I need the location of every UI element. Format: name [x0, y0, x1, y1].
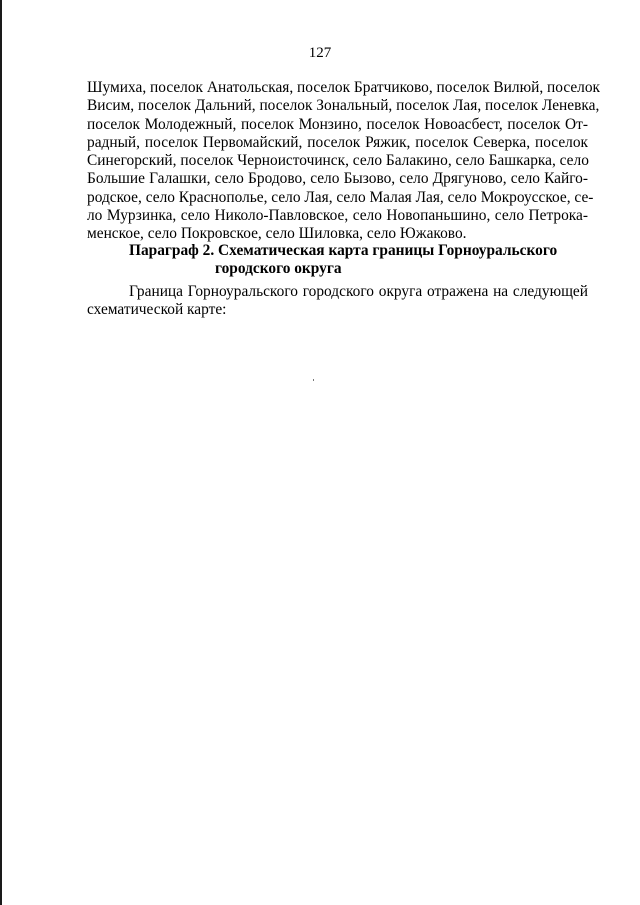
text-line: родское, село Краснополье, село Лая, село Малая Лая, село Мокроусское, се- — [87, 188, 594, 206]
section-heading-line-2: городского округа — [215, 260, 342, 278]
text-line: Висим, поселок Дальний, поселок Зональный, поселок Лая, поселок Леневка, — [87, 97, 600, 115]
section-heading — [87, 242, 588, 279]
map-intro-paragraph — [87, 283, 588, 320]
text-line: ло Мурзинка, село Николо-Павловское, село Новопаньшино, село Петрока- — [87, 207, 588, 225]
text-line: схематической карте: — [87, 301, 227, 319]
scan-speck — [313, 379, 314, 381]
text-line: поселок Молодежный, поселок Монзино, поселок Новоасбест, поселок От- — [87, 115, 588, 133]
text-line: Шумиха, поселок Анатольская, поселок Братчиково, поселок Вилюй, поселок — [87, 79, 601, 96]
scan-edge-line — [0, 0, 2, 905]
text-line: Большие Галашки, село Бродово, село Бызово, село Дрягуново, село Кайго- — [87, 170, 588, 188]
text-line: менское, село Покровское, село Шиловка, село Южаково. — [87, 225, 467, 243]
section-heading-line-1: Параграф 2. Схематическая карта границы Горноуральского — [129, 242, 558, 259]
page-number: 127 — [308, 45, 332, 61]
text-line: Граница Горноуральского городского округа отражена на следующей — [129, 283, 588, 300]
settlements-paragraph — [87, 79, 601, 244]
text-line: радный, поселок Первомайский, поселок Ряжик, поселок Северка, поселок — [87, 133, 588, 151]
text-line: Синегорский, поселок Черноисточинск, село Балакино, село Башкарка, село — [87, 152, 589, 170]
